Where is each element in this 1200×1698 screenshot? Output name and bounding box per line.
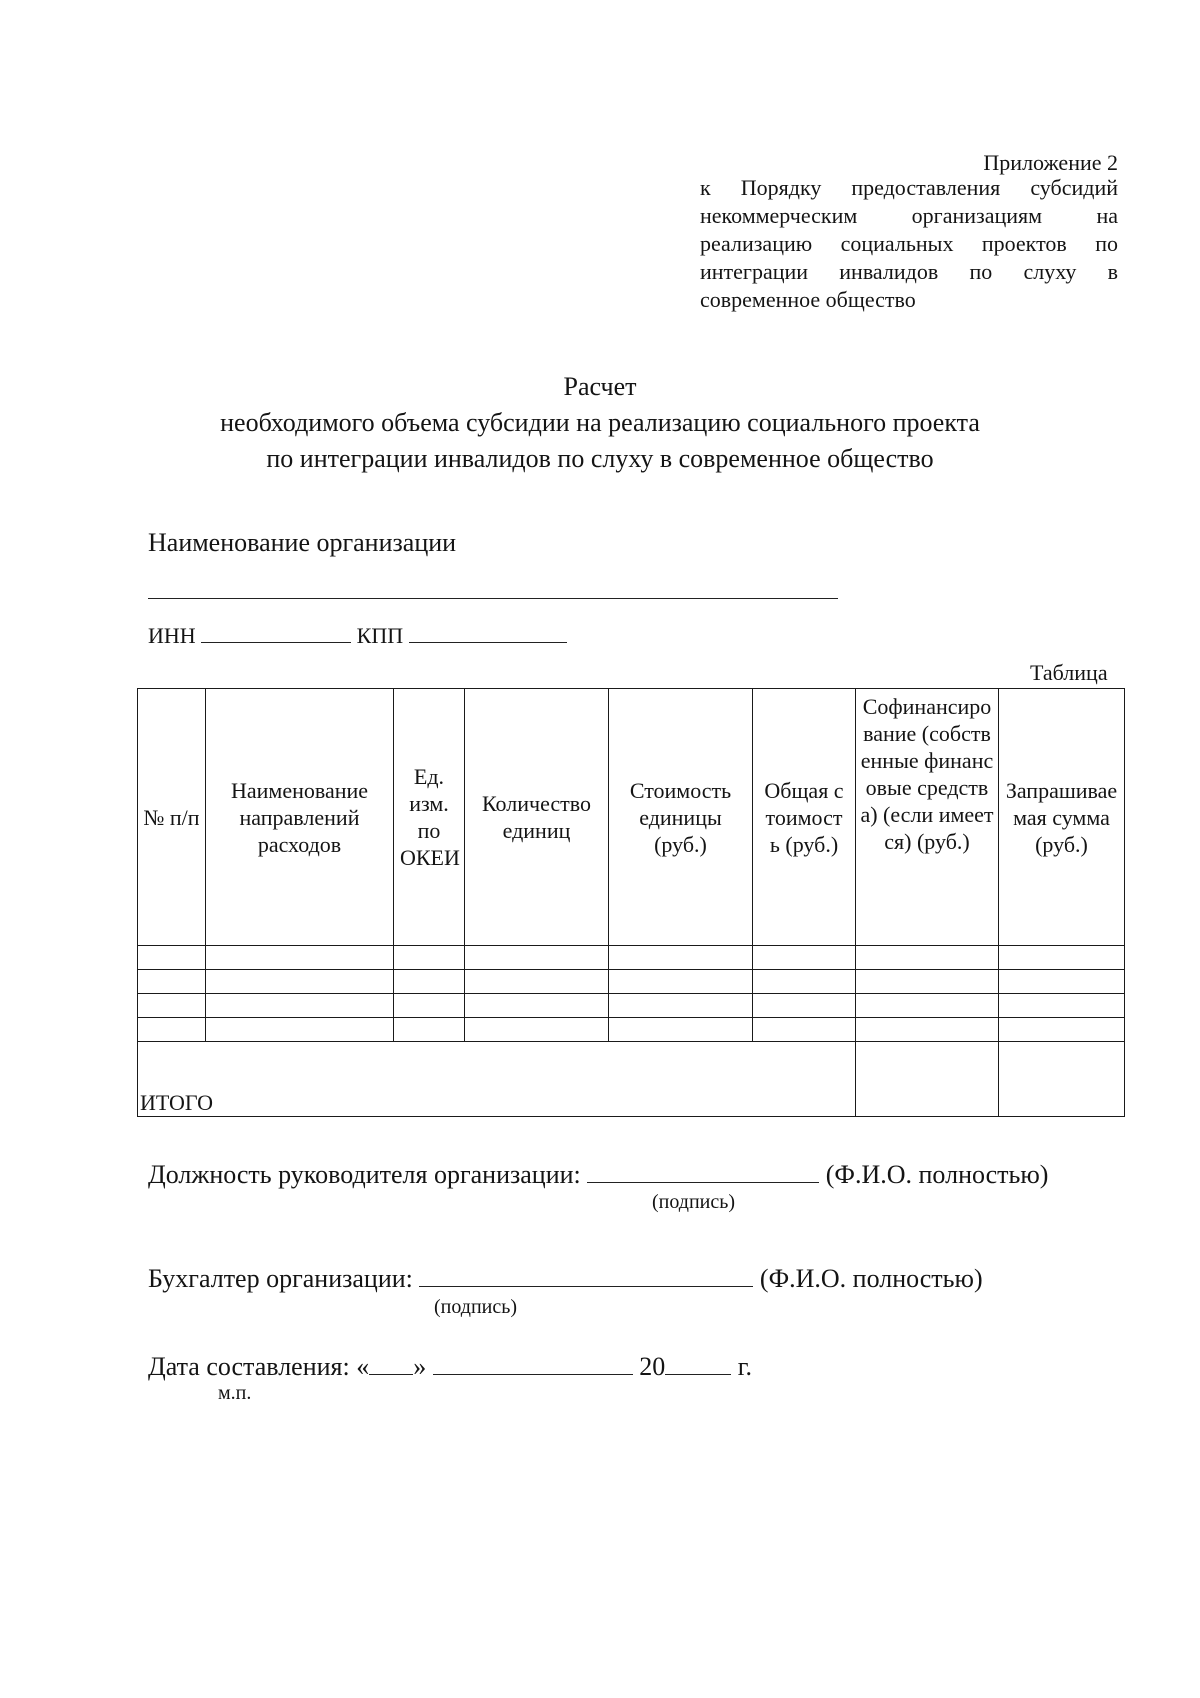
header-total-cost: Общая стоимость (руб.) [753, 689, 856, 946]
head-position-label: Должность руководителя организации: [148, 1160, 581, 1189]
total-requested-cell[interactable] [999, 1042, 1125, 1117]
total-cofinancing-cell[interactable] [856, 1042, 999, 1117]
head-signature-field[interactable] [587, 1158, 819, 1183]
table-cell[interactable] [609, 970, 753, 994]
table-cell[interactable] [999, 994, 1125, 1018]
accountant-signature-row [148, 1262, 983, 1294]
head-signature-row [148, 1158, 1048, 1190]
table-caption: Таблица [1030, 660, 1108, 685]
table-header-row [138, 689, 1125, 946]
table-row [138, 994, 1125, 1018]
inn-kpp-row [148, 622, 567, 649]
table-cell[interactable] [465, 970, 609, 994]
document-subtitle-line-2: по интеграции инвалидов по слуху в современное общество [266, 444, 934, 473]
table-cell[interactable] [206, 1018, 394, 1042]
table-cell[interactable] [138, 946, 206, 970]
table-cell[interactable] [753, 994, 856, 1018]
table-cell[interactable] [856, 1018, 999, 1042]
inn-field[interactable] [201, 622, 351, 643]
organization-name-label: Наименование организации [148, 528, 457, 557]
date-day-field[interactable] [369, 1350, 413, 1375]
appendix-title: Приложение 2 [983, 150, 1118, 175]
header-expense-name: Наименование направлений расходов [206, 689, 394, 946]
table-cell[interactable] [753, 946, 856, 970]
header-unit-cost: Стоимость единицы (руб.) [609, 689, 753, 946]
header-cofinancing: Софинансирование (собственные финансовые средства) (если имеется) (руб.) [856, 689, 999, 946]
table-cell[interactable] [856, 970, 999, 994]
head-fio-label: (Ф.И.О. полностью) [825, 1160, 1049, 1189]
table-row [138, 970, 1125, 994]
table-cell[interactable] [394, 970, 465, 994]
document-subtitle-line-1: необходимого объема субсидии на реализацию социального проекта [220, 408, 980, 437]
date-label: Дата составления: « [148, 1352, 370, 1381]
table-cell[interactable] [206, 970, 394, 994]
header-number: № п/п [138, 689, 206, 946]
table-cell[interactable] [856, 994, 999, 1018]
table-row [138, 946, 1125, 970]
year-prefix: 20 [639, 1352, 666, 1381]
table-cell[interactable] [609, 994, 753, 1018]
document-title: Расчет [563, 372, 637, 401]
table-cell[interactable] [753, 970, 856, 994]
appendix-text: к Порядку предоставления субсидий некоммерческим организациям на реализацию социальных проектов по интеграции инвалидов по слуху в современное общество [700, 175, 1118, 312]
header-requested-sum: Запрашиваемая сумма (руб.) [999, 689, 1125, 946]
head-signature-note: (подпись) [652, 1191, 736, 1213]
table-cell[interactable] [206, 994, 394, 1018]
table-cell[interactable] [206, 946, 394, 970]
accountant-signature-field[interactable] [419, 1262, 753, 1287]
stamp-note: м.п. [218, 1382, 252, 1404]
table-cell[interactable] [609, 1018, 753, 1042]
table-cell[interactable] [465, 946, 609, 970]
table-cell[interactable] [394, 994, 465, 1018]
table-cell[interactable] [609, 946, 753, 970]
kpp-field[interactable] [409, 622, 567, 643]
header-quantity: Количество единиц [465, 689, 609, 946]
table-cell[interactable] [999, 1018, 1125, 1042]
table-cell[interactable] [999, 946, 1125, 970]
accountant-fio-label: (Ф.И.О. полностью) [759, 1264, 983, 1293]
table-cell[interactable] [465, 1018, 609, 1042]
table-cell[interactable] [753, 1018, 856, 1042]
year-suffix: г. [737, 1352, 752, 1381]
header-unit: Ед. изм. по ОКЕИ [394, 689, 465, 946]
date-row [148, 1350, 752, 1382]
kpp-label: КПП [356, 623, 404, 648]
table-total-row [138, 1042, 1125, 1117]
table-cell[interactable] [999, 970, 1125, 994]
table-cell[interactable] [856, 946, 999, 970]
table-cell[interactable] [394, 946, 465, 970]
table-cell[interactable] [138, 994, 206, 1018]
expense-table [137, 688, 1125, 1117]
inn-label: ИНН [148, 623, 196, 648]
accountant-signature-note: (подпись) [434, 1296, 518, 1318]
date-close-quote: » [413, 1352, 427, 1381]
table-row [138, 1018, 1125, 1042]
table-cell[interactable] [394, 1018, 465, 1042]
organization-name-field[interactable] [148, 598, 838, 599]
table-cell[interactable] [465, 994, 609, 1018]
date-month-field[interactable] [433, 1350, 633, 1375]
date-year-field[interactable] [665, 1350, 731, 1375]
accountant-label: Бухгалтер организации: [148, 1264, 413, 1293]
table-cell[interactable] [138, 1018, 206, 1042]
table-cell[interactable] [138, 970, 206, 994]
total-label: ИТОГО [138, 1042, 856, 1117]
